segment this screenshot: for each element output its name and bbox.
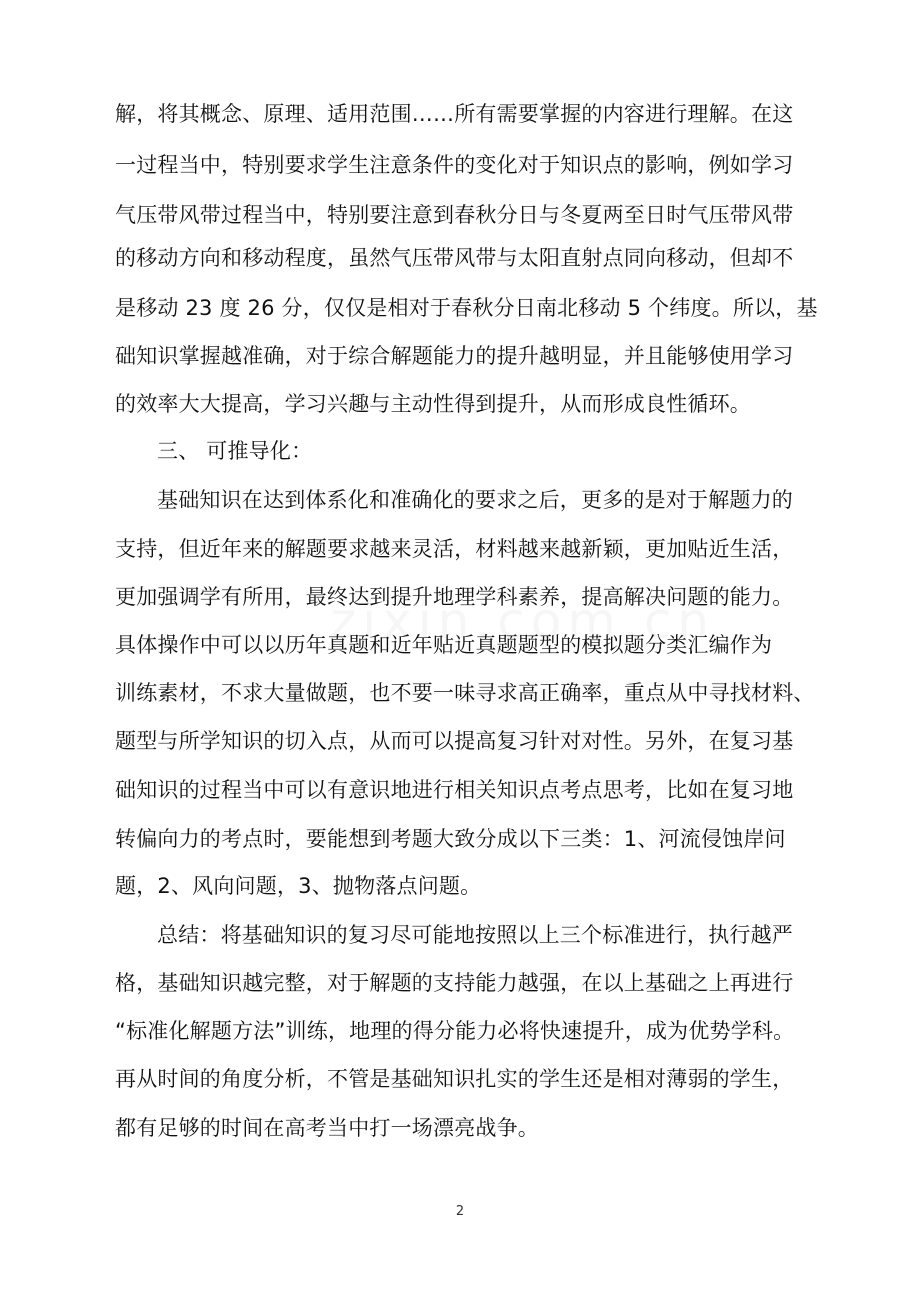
paragraph-line: 总结：将基础知识的复习尽可能地按照以上三个标准进行，执行越严 [157, 923, 793, 947]
paragraph-line: 是移动 23 度 26 分，仅仅是相对于春秋分日南北移动 5 个纬度。所以，基 [115, 296, 818, 320]
paragraph-line: 转偏向力的考点时，要能想到考题大致分成以下三类：1、河流侵蚀岸问 [115, 827, 786, 851]
paragraph-line: 的效率大大提高，学习兴趣与主动性得到提升，从而形成良性循环。 [115, 392, 751, 416]
paragraph-line: 都有足够的时间在高考当中打一场漂亮战争。 [115, 1116, 539, 1140]
paragraph-line: 的移动方向和移动程度，虽然气压带风带与太阳直射点同向移动，但却不 [115, 246, 794, 270]
paragraph-line: 训练素材，不求大量做题，也不要一味寻求高正确率，重点从中寻找材料、 [115, 681, 815, 705]
paragraph-line: “标准化解题方法”训练，地理的得分能力必将快速提升，成为优势学科。 [115, 1019, 795, 1043]
paragraph-line: 支持，但近年来的解题要求越来灵活，材料越来越新颖，更加贴近生活， [115, 537, 794, 561]
page-number: 2 [455, 1204, 465, 1219]
paragraph-line: 题，2、风向问题，3、抛物落点问题。 [115, 874, 482, 898]
paragraph-line: 题型与所学知识的切入点，从而可以提高复习针对对性。另外，在复习基 [115, 729, 794, 753]
paragraph-line: 基础知识在达到体系化和准确化的要求之后，更多的是对于解题力的 [157, 488, 793, 512]
paragraph-line: 解，将其概念、原理、适用范围……所有需要掌握的内容进行理解。在这 [115, 102, 794, 126]
paragraph-line: 具体操作中可以以历年真题和近年贴近真题题型的模拟题分类汇编作为 [115, 633, 773, 657]
section-heading: 三、 可推导化： [157, 439, 313, 463]
paragraph-line: 更加强调学有所用，最终达到提升地理学科素养，提高解决问题的能力。 [115, 585, 794, 609]
paragraph-line: 一过程当中，特别要求学生注意条件的变化对于知识点的影响，例如学习 [115, 153, 794, 177]
paragraph-line: 气压带风带过程当中，特别要注意到春秋分日与冬夏两至日时气压带风带 [115, 203, 794, 227]
paragraph-line: 再从时间的角度分析，不管是基础知识扎实的学生还是相对薄弱的学生， [115, 1067, 794, 1091]
paragraph-line: 格，基础知识越完整，对于解题的支持能力越强，在以上基础之上再进行 [115, 971, 794, 995]
paragraph-line: 础知识掌握越准确，对于综合解题能力的提升越明显，并且能够使用学习 [115, 344, 794, 368]
paragraph-line: 础知识的过程当中可以有意识地进行相关知识点考点思考，比如在复习地 [115, 778, 794, 802]
